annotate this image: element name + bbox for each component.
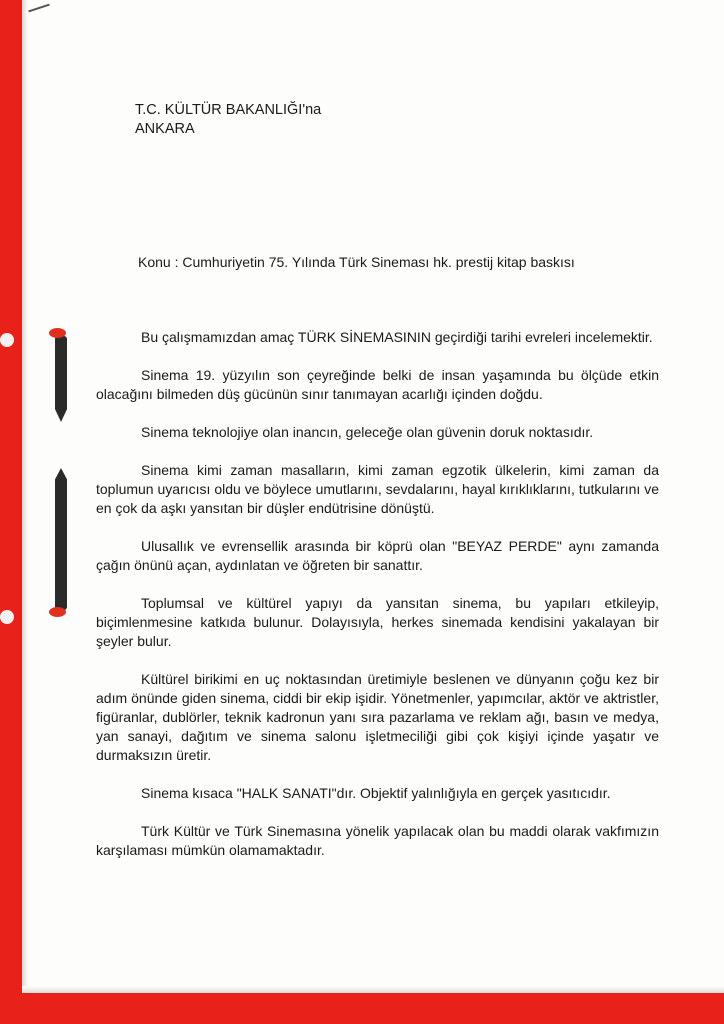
body-paragraph: Kültürel birikimi en uç noktasından üretimiyle beslenen ve dünyanın çoğu kez bir adım önünde giden sinema, ciddi bir ekip işidir. Yönetmenler, yapımcılar, aktör ve aktristler, figüranlar, dublörler, teknik kadronun yanı sıra pazarlama ve reklam ağı, basın ve medya, yan sanayi, dağıtım ve sinema salonu işletmeciliği gibi çok kişiyi içinde yaşatır ve durmaksızın üretir. — [96, 671, 659, 763]
body-paragraph: Türk Kültür ve Türk Sinemasına yönelik yapılacak olan bu maddi olarak vakfımızın karşılaması mümkün olamamaktadır. — [96, 823, 659, 858]
recipient-address — [135, 101, 321, 139]
folder-edge-left-shadow — [22, 0, 28, 1024]
letter-subject: Konu : Cumhuriyetin 75. Yılında Türk Sineması hk. prestij kitap baskısı — [138, 254, 575, 270]
body-paragraph: Sinema kısaca "HALK SANATI"dır. Objektif yalınlığıyla en gerçek yasıtıcıdır. — [141, 785, 611, 801]
body-paragraph: Sinema kimi zaman masalların, kimi zaman egzotik ülkelerin, kimi zaman da toplumun uyarıcısı oldu ve böylece umutlarını, sevdalarını, hayal kırıklıklarını, tutkularını ve en çok da aşkı yansıtan bir düşler endütrisine dönüştü. — [96, 462, 659, 516]
folder-edge-left — [0, 0, 22, 1024]
body-paragraph: Sinema teknolojiye olan inancın, geleceğe olan güvenin doruk noktasıdır. — [141, 424, 594, 440]
binder-clip-dot-bottom — [49, 607, 66, 617]
binder-hole-bottom — [0, 610, 14, 624]
body-paragraph: Bu çalışmamızdan amaç TÜRK SİNEMASININ geçirdiği tarihi evreleri incelemektir. — [141, 329, 653, 345]
recipient-line-1: T.C. KÜLTÜR BAKANLIĞI'na — [135, 102, 322, 118]
body-paragraph: Sinema 19. yüzyılın son çeyreğinde belki de insan yaşamında bu ölçüde etkin olacağını bilmeden düş gücünün sınır tanımayan acarlığı içinden doğdu. — [96, 367, 659, 402]
binder-clip-bottom — [55, 468, 67, 610]
reverse-side-bleed — [40, 140, 680, 180]
body-paragraph: Toplumsal ve kültürel yapıyı da yansıtan sinema, bu yapıları etkileyip, biçimlenmesine katkıda bulunur. Dolayısıyla, herkes sinemada kendisini yakalayan bir şeyler bulur. — [96, 595, 659, 649]
folder-edge-bottom — [0, 993, 724, 1024]
folder-edge-bottom-shadow — [22, 986, 724, 993]
binder-clip-top — [55, 336, 67, 422]
body-paragraph: Ulusallık ve evrensellik arasında bir köprü olan "BEYAZ PERDE" aynı zamanda çağın önünü açan, aydınlatan ve öğreten bir sanattır. — [96, 538, 659, 573]
pen-mark — [28, 4, 50, 13]
binder-clip-dot-top — [49, 328, 66, 338]
letter-body — [96, 328, 659, 879]
binder-hole-top — [0, 333, 14, 347]
recipient-line-2: ANKARA — [135, 121, 195, 137]
